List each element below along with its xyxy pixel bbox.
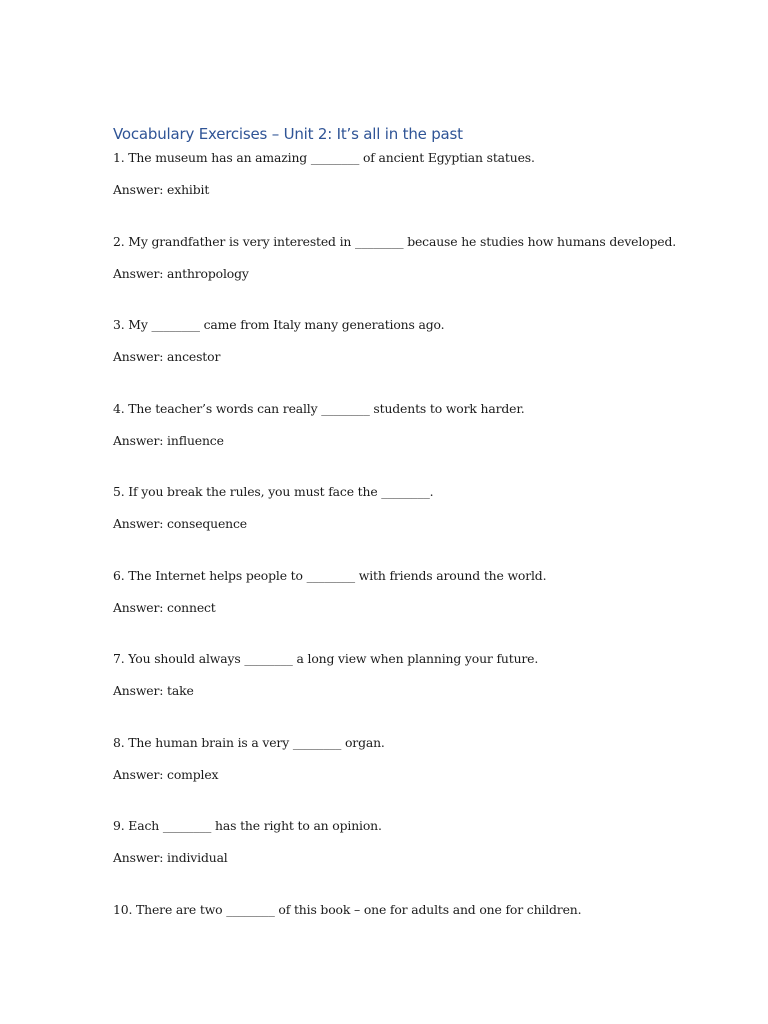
question-5: 5. If you break the rules, you must face the ________. — [113, 484, 434, 499]
question-3: 3. My ________ came from Italy many generations ago. — [113, 317, 445, 332]
question-6: 6. The Internet helps people to ________ with friends around the world. — [113, 568, 547, 583]
question-10: 10. There are two ________ of this book – one for adults and one for children. — [113, 902, 582, 917]
question-7: 7. You should always ________ a long view when planning your future. — [113, 651, 539, 666]
question-4: 4. The teacher’s words can really ________ students to work harder. — [113, 401, 525, 416]
answer-7: Answer: take — [113, 683, 194, 698]
answer-8: Answer: complex — [113, 767, 219, 782]
question-9: 9. Each ________ has the right to an opinion. — [113, 818, 382, 833]
answer-1: Answer: exhibit — [113, 182, 210, 197]
answer-3: Answer: ancestor — [113, 349, 221, 364]
answer-9: Answer: individual — [113, 850, 228, 865]
document-title: Vocabulary Exercises – Unit 2: It’s all in the past — [113, 125, 463, 143]
question-2: 2. My grandfather is very interested in ________ because he studies how humans developed. — [113, 234, 677, 249]
answer-2: Answer: anthropology — [113, 266, 249, 281]
question-1: 1. The museum has an amazing ________ of ancient Egyptian statues. — [113, 150, 535, 165]
answer-4: Answer: influence — [113, 433, 224, 448]
answer-5: Answer: consequence — [113, 516, 247, 531]
answer-6: Answer: connect — [113, 600, 216, 615]
question-8: 8. The human brain is a very ________ organ. — [113, 735, 385, 750]
